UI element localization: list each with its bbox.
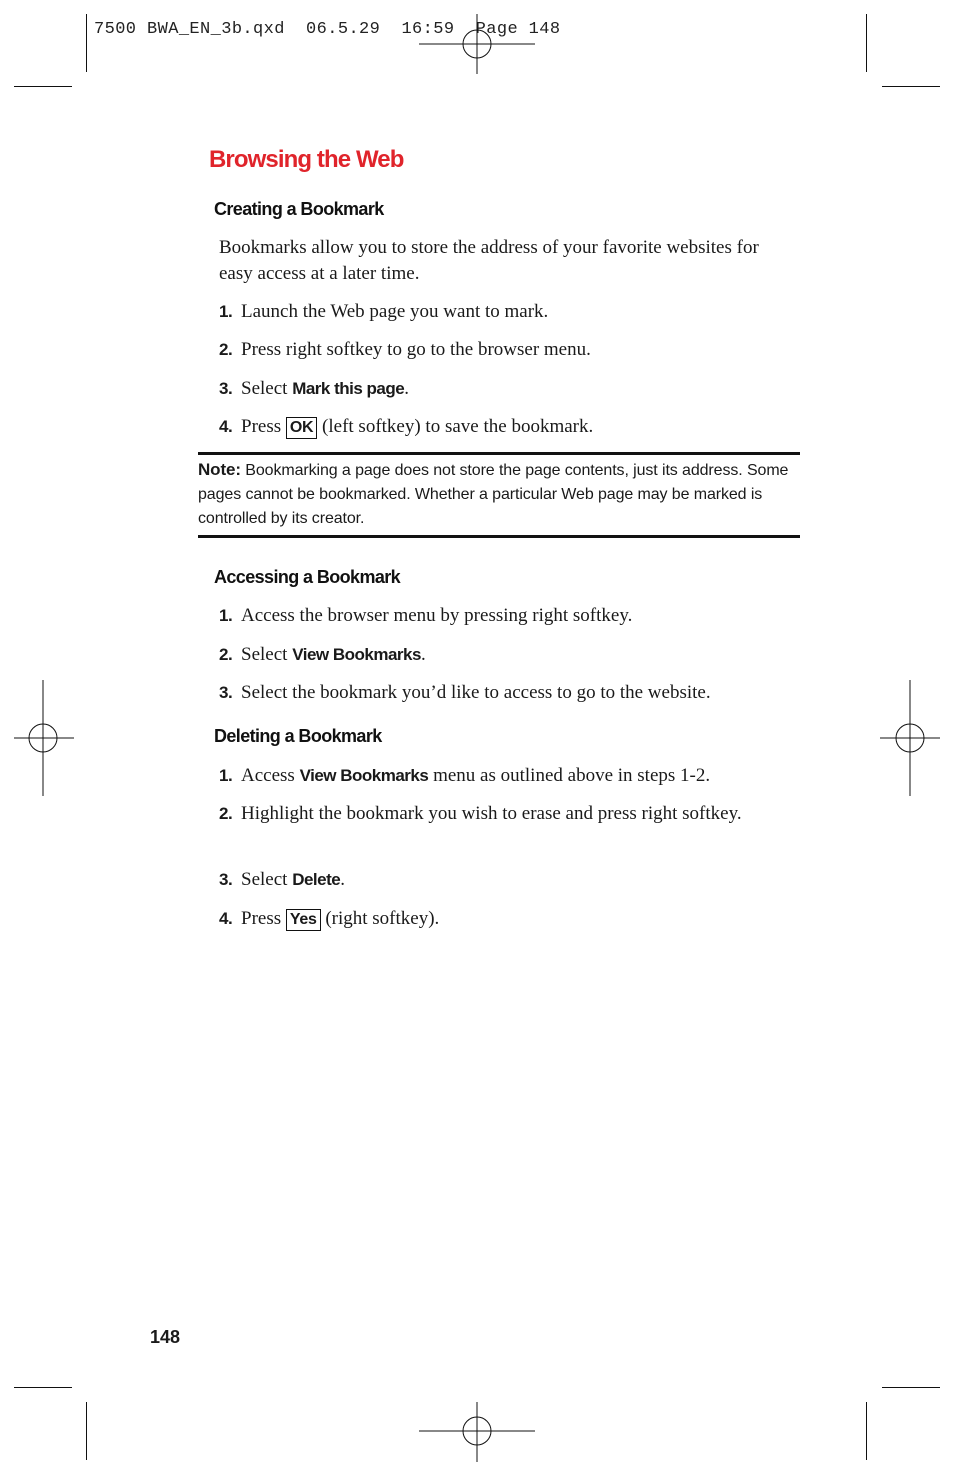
step-number: 1. — [219, 606, 233, 625]
crop-mark-top-left-horizontal — [14, 86, 72, 87]
step-text-pre: Press — [241, 416, 286, 437]
step-number: 3. — [219, 379, 233, 398]
step-number: 2. — [219, 645, 233, 664]
step-text: Select the bookmark you’d like to access to go to the website. — [241, 682, 711, 703]
creating-step-1 — [219, 298, 794, 326]
step-text — [241, 866, 794, 894]
step-number: 3. — [219, 870, 233, 889]
step-text — [241, 413, 794, 441]
step-text — [241, 762, 794, 790]
step-text-post: (right softkey). — [320, 908, 440, 929]
note-text: Bookmarking a page does not store the page contents, just its address. Some pages cannot be bookmarked. Whether a particular Web page may be marked is controlled by its creator. — [198, 462, 789, 527]
registration-mark-left-icon — [14, 680, 74, 796]
step-text-pre: Select — [241, 378, 293, 399]
step-number: 1. — [219, 302, 233, 321]
step-text: Highlight the bookmark you wish to erase and press right softkey. — [241, 803, 742, 824]
menu-option-delete: Delete — [292, 870, 341, 889]
deleting-bookmark-heading: Deleting a Bookmark — [214, 726, 382, 746]
step-number: 4. — [219, 909, 233, 928]
crop-mark-bottom-right-vertical — [866, 1402, 867, 1460]
step-number: 2. — [219, 804, 233, 823]
note-bottom-rule — [198, 535, 800, 538]
creating-step-2 — [219, 336, 794, 364]
step-number: 1. — [219, 766, 233, 785]
accessing-bookmark-heading: Accessing a Bookmark — [214, 567, 401, 587]
deleting-step-3 — [219, 866, 794, 894]
step-text-post: . — [404, 378, 409, 399]
step-text-pre: Select — [241, 644, 293, 665]
step-text — [241, 375, 794, 403]
accessing-step-3 — [219, 679, 794, 707]
step-text: Press right softkey to go to the browser menu. — [241, 339, 591, 360]
crop-mark-bottom-right-horizontal — [882, 1387, 940, 1388]
registration-mark-right-icon — [880, 680, 940, 796]
section-title: Browsing the Web — [209, 146, 404, 173]
softkey-yes-label: Yes — [286, 909, 321, 931]
note-top-rule — [198, 452, 800, 455]
step-text-post: (left softkey) to save the bookmark. — [317, 416, 594, 437]
crop-mark-bottom-left-vertical — [86, 1402, 87, 1460]
print-slug-line: 7500 BWA_EN_3b.qxd 06.5.29 16:59 Page 148 — [94, 20, 561, 39]
menu-option-view-bookmarks: View Bookmarks — [292, 645, 421, 664]
menu-option-mark-this-page: Mark this page — [292, 379, 405, 398]
note-box — [198, 458, 800, 531]
crop-mark-bottom-left-horizontal — [14, 1387, 72, 1388]
deleting-step-1 — [219, 762, 794, 790]
deleting-step-2 — [219, 800, 794, 828]
page-number: 148 — [150, 1327, 181, 1347]
step-text-pre: Select — [241, 869, 293, 890]
note-label: Note: — [198, 460, 241, 479]
crop-mark-top-right-horizontal — [882, 86, 940, 87]
registration-mark-bottom-icon — [419, 1402, 535, 1462]
accessing-step-2 — [219, 641, 794, 669]
deleting-step-4 — [219, 905, 794, 933]
step-text-post: menu as outlined above in steps 1-2. — [428, 765, 711, 786]
step-text — [241, 905, 794, 933]
crop-mark-top-right-vertical — [866, 14, 867, 72]
creating-bookmark-heading: Creating a Bookmark — [214, 199, 384, 219]
accessing-step-1 — [219, 602, 794, 630]
registration-mark-top-icon — [419, 14, 535, 74]
step-text: Launch the Web page you want to mark. — [241, 301, 549, 322]
step-text: Access the browser menu by pressing right softkey. — [241, 605, 633, 626]
step-number: 2. — [219, 340, 233, 359]
step-text-post: . — [340, 869, 345, 890]
softkey-ok-label: OK — [286, 417, 317, 439]
step-text-post: . — [420, 644, 426, 665]
crop-mark-top-left-vertical — [86, 14, 87, 72]
step-text-pre: Press — [241, 908, 286, 929]
step-number: 3. — [219, 683, 233, 702]
step-text-pre: Access — [241, 765, 300, 786]
creating-step-4 — [219, 413, 794, 441]
creating-bookmark-intro: Bookmarks allow you to store the address of your favorite websites for easy access at a later time. — [219, 237, 759, 284]
menu-option-view-bookmarks: View Bookmarks — [299, 766, 429, 785]
step-number: 4. — [219, 417, 233, 436]
step-text — [241, 641, 794, 669]
creating-step-3 — [219, 375, 794, 403]
